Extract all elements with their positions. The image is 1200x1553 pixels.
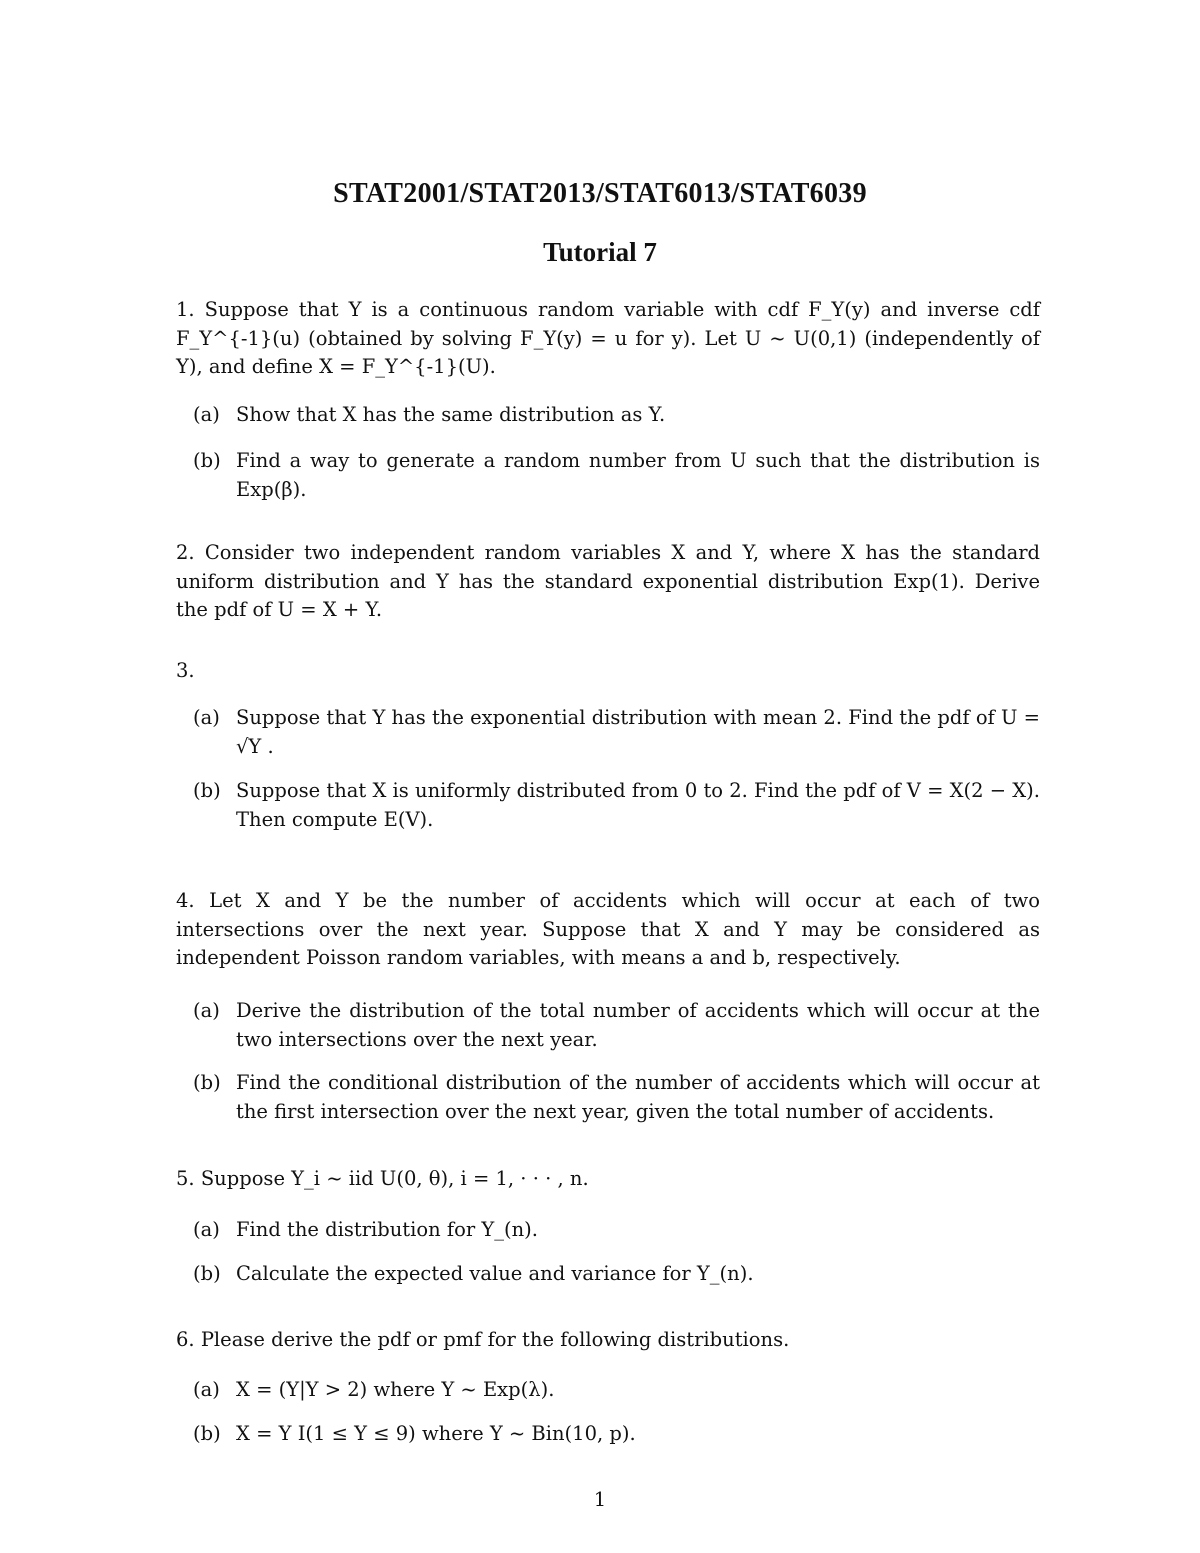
question-1-part-b (193, 447, 1040, 504)
part-label: (b) (193, 1071, 221, 1094)
page-number: 1 (593, 1488, 607, 1511)
part-label: (b) (193, 779, 221, 802)
question-4 (176, 887, 1040, 973)
part-text: Suppose that X is uniformly distributed from 0 to 2. Find the pdf of V = X(2 − X). Then compute E(V). (236, 779, 1040, 831)
question-text: Suppose that Y is a continuous random variable with cdf F_Y(y) and inverse cdf F_Y^{-1}(u) (obtained by solving F_Y(y) = u for y). Let U ~ U(0,1) (independently of Y), and define X = F_Y^{-1}(U). (176, 298, 1040, 378)
part-label: (a) (193, 1218, 220, 1241)
question-3 (176, 657, 1040, 686)
page-title: Tutorial 7 (543, 237, 657, 267)
part-label: (a) (193, 999, 220, 1022)
question-5-part-a (193, 1216, 1040, 1245)
question-text: Please derive the pdf or pmf for the following distributions. (200, 1328, 790, 1351)
question-number: 5. (176, 1167, 195, 1190)
question-text: Suppose Y_i ~ iid U(0, θ), i = 1, · · · , n. (200, 1167, 589, 1190)
question-number: 4. (176, 889, 195, 912)
question-2 (176, 539, 1040, 625)
part-text: Show that X has the same distribution as Y. (236, 403, 666, 426)
question-number: 2. (176, 541, 195, 564)
part-label: (b) (193, 1422, 221, 1445)
question-6 (176, 1326, 1040, 1355)
part-text: Derive the distribution of the total number of accidents which will occur at the two intersections over the next year. (236, 999, 1040, 1051)
part-text: Suppose that Y has the exponential distribution with mean 2. Find the pdf of U = √Y . (236, 706, 1040, 758)
question-number: 1. (176, 298, 195, 321)
part-text: Calculate the expected value and variance for Y_(n). (236, 1262, 754, 1285)
question-5 (176, 1165, 1040, 1194)
part-label: (a) (193, 1378, 220, 1401)
question-3-part-b (193, 777, 1040, 834)
part-text: Find the distribution for Y_(n). (236, 1218, 538, 1241)
part-text: Find a way to generate a random number from U such that the distribution is Exp(β). (236, 449, 1040, 501)
question-number: 3. (176, 659, 195, 682)
question-6-part-b (193, 1420, 1040, 1449)
question-text: Consider two independent random variables X and Y, where X has the standard uniform distribution and Y has the standard exponential distribution Exp(1). Derive the pdf of U = X + Y. (176, 541, 1041, 621)
part-text: X = (Y|Y > 2) where Y ~ Exp(λ). (236, 1378, 555, 1401)
question-6-part-a (193, 1376, 1040, 1405)
part-label: (b) (193, 1262, 221, 1285)
question-4-part-a (193, 997, 1040, 1054)
course-codes: STAT2001/STAT2013/STAT6013/STAT6039 (333, 178, 867, 209)
question-text: Let X and Y be the number of accidents which will occur at each of two intersections over the next year. Suppose that X and Y may be considered as independent Poisson random variables, with means a and b, respectively. (176, 889, 1040, 969)
question-number: 6. (176, 1328, 195, 1351)
question-1 (176, 296, 1040, 382)
question-4-part-b (193, 1069, 1040, 1126)
part-label: (a) (193, 706, 220, 729)
part-label: (b) (193, 449, 221, 472)
part-text: X = Y I(1 ≤ Y ≤ 9) where Y ~ Bin(10, p). (236, 1422, 636, 1445)
part-label: (a) (193, 403, 220, 426)
question-3-part-a (193, 704, 1040, 761)
question-5-part-b (193, 1260, 1040, 1289)
question-1-part-a (193, 401, 1040, 430)
part-text: Find the conditional distribution of the number of accidents which will occur at the first intersection over the next year, given the total number of accidents. (236, 1071, 1040, 1123)
